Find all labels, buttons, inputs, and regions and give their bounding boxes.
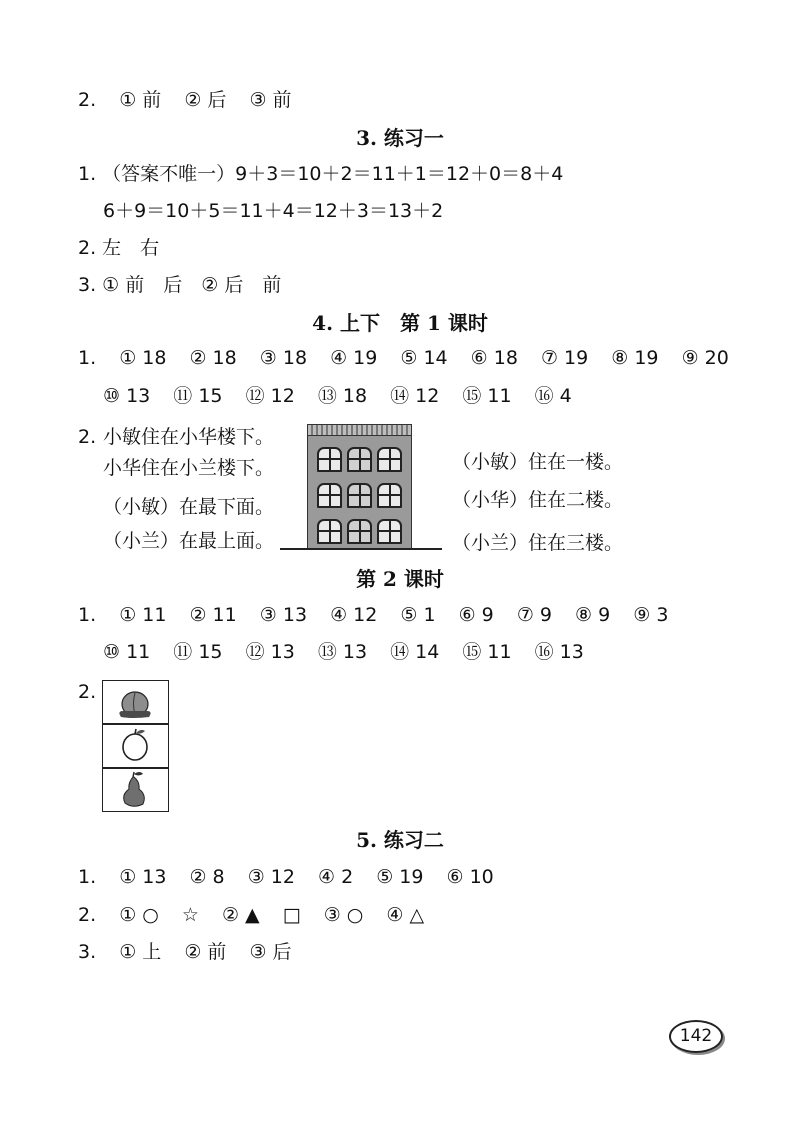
answer-item: ⑫ 12 (245, 385, 295, 407)
s3-q1-line1: 1. （答案不唯一）9＋3＝10＋2＝11＋1＝12＋0＝8＋4 (78, 163, 564, 185)
s4-q1-row2 (103, 384, 589, 408)
s4b-q1-row1 (78, 603, 685, 627)
page-number: 142 (669, 1020, 723, 1053)
s4-q2-left-4: （小兰）在最上面。 (103, 530, 275, 552)
s3-q3: 3. ① 前 后 ② 后 前 (78, 274, 282, 296)
answer-item: ① ○ (119, 904, 159, 926)
answer-item: ① 上 (119, 941, 162, 963)
s5-q2 (78, 903, 441, 927)
answer-item: ⑫ 13 (245, 641, 295, 663)
s4-q1-row1 (78, 346, 746, 370)
answer-item: ⑦ 9 (516, 604, 552, 626)
answer-item: ③ 18 (259, 347, 308, 369)
fruit-box-middle (102, 724, 169, 768)
answer-item: ⑩ 13 (103, 385, 151, 407)
answer-item: ⑨ 3 (633, 604, 669, 626)
answer-item: ② 11 (189, 604, 237, 626)
answer-item: ⑪ 15 (173, 641, 223, 663)
section-title-4: 4. 上下 第 1 课时 (312, 311, 488, 335)
answer-item: ⑬ 18 (317, 385, 368, 407)
s3-q1-line2: 6＋9＝10＋5＝11＋4＝12＋3＝13＋2 (103, 200, 444, 222)
item-number: 1. (78, 347, 97, 369)
fruit-box-bottom (102, 768, 169, 812)
answer-item: ⑮ 11 (462, 385, 512, 407)
s4-q2-right-3: （小兰）住在三楼。 (452, 532, 624, 554)
answer-item: ③ 12 (247, 866, 295, 888)
answer-line-prev-2 (78, 88, 309, 112)
window (317, 447, 342, 472)
answer-item: ② ▲ (221, 904, 260, 926)
window-with-person (347, 447, 372, 472)
s4-q2-right-2: （小华）住在二楼。 (452, 489, 624, 511)
answer-item: ③ ○ (323, 904, 364, 926)
s5-q3 (78, 940, 309, 964)
s3-q2: 2. 左 右 (78, 237, 160, 259)
answer-item: ⑬ 13 (317, 641, 368, 663)
answer-item: ⑧ 19 (611, 347, 659, 369)
s5-q1 (78, 865, 511, 889)
item-number: 1. (78, 866, 97, 888)
answer-item: □ (282, 904, 301, 926)
answer-item: ② 后 (184, 89, 227, 111)
answer-item: ④ 19 (330, 347, 378, 369)
window (377, 447, 402, 472)
s4-q2-left-1: 小敏住在小华楼下。 (103, 426, 275, 448)
section-title-5: 5. 练习二 (356, 828, 444, 852)
window (317, 483, 342, 508)
window (377, 483, 402, 508)
answer-item: ② 前 (184, 941, 227, 963)
answer-item: ③ 13 (259, 604, 308, 626)
answer-item: ⑯ 13 (534, 641, 584, 663)
s4b-q2-num: 2. (78, 681, 97, 703)
answer-item: ⑨ 20 (681, 347, 729, 369)
answer-item: ② 18 (189, 347, 237, 369)
answer-item: ⑤ 19 (376, 866, 424, 888)
answer-item: ⑥ 18 (470, 347, 518, 369)
answer-item: ⑧ 9 (575, 604, 611, 626)
item-number: 2. (78, 89, 97, 111)
item-number: 1. (78, 604, 97, 626)
item-number: 3. (78, 941, 97, 963)
item-number: 2. (78, 904, 97, 926)
roof (308, 425, 411, 436)
peach-icon (103, 681, 167, 722)
answer-item: ⑤ 14 (400, 347, 448, 369)
answer-item: ☆ (181, 904, 199, 926)
window-with-person (347, 483, 372, 508)
s4-q2-num: 2. (78, 426, 97, 448)
answer-item: ④ △ (386, 904, 425, 926)
s4-q2-left-3: （小敏）在最下面。 (103, 496, 275, 518)
answer-item: ⑪ 15 (173, 385, 223, 407)
answer-item: ⑭ 14 (390, 641, 440, 663)
answer-item: ⑭ 12 (390, 385, 440, 407)
answer-item: ④ 12 (330, 604, 378, 626)
pear-icon (103, 769, 167, 810)
s4b-q1-row2 (103, 640, 601, 664)
answer-item: ⑮ 11 (462, 641, 512, 663)
answer-item: ⑥ 9 (458, 604, 494, 626)
answer-item: ⑤ 1 (400, 604, 436, 626)
answer-item: ⑩ 11 (103, 641, 151, 663)
answer-item: ① 13 (119, 866, 167, 888)
answer-item: ① 18 (119, 347, 167, 369)
answer-item: ④ 2 (318, 866, 354, 888)
answer-item: ① 前 (119, 89, 162, 111)
answer-item: ③ 前 (249, 89, 292, 111)
s4-q2-right-1: （小敏）住在一楼。 (452, 451, 624, 473)
answer-item: ① 11 (119, 604, 167, 626)
apple-icon (103, 725, 167, 766)
answer-item: ② 8 (189, 866, 225, 888)
window (377, 519, 402, 544)
building-illustration (307, 424, 412, 550)
section-title-3: 3. 练习一 (356, 126, 444, 150)
s4-q2-left-2: 小华住在小兰楼下。 (103, 457, 275, 479)
fruit-box-top (102, 680, 169, 724)
window (317, 519, 342, 544)
answer-item: ⑦ 19 (540, 347, 589, 369)
door-with-person (347, 519, 372, 544)
answer-item: ⑥ 10 (446, 866, 494, 888)
answer-item: ⑯ 4 (534, 385, 572, 407)
answer-item: ③ 后 (249, 941, 292, 963)
ground-line (280, 548, 442, 550)
lesson-2-title: 第 2 课时 (356, 567, 444, 591)
